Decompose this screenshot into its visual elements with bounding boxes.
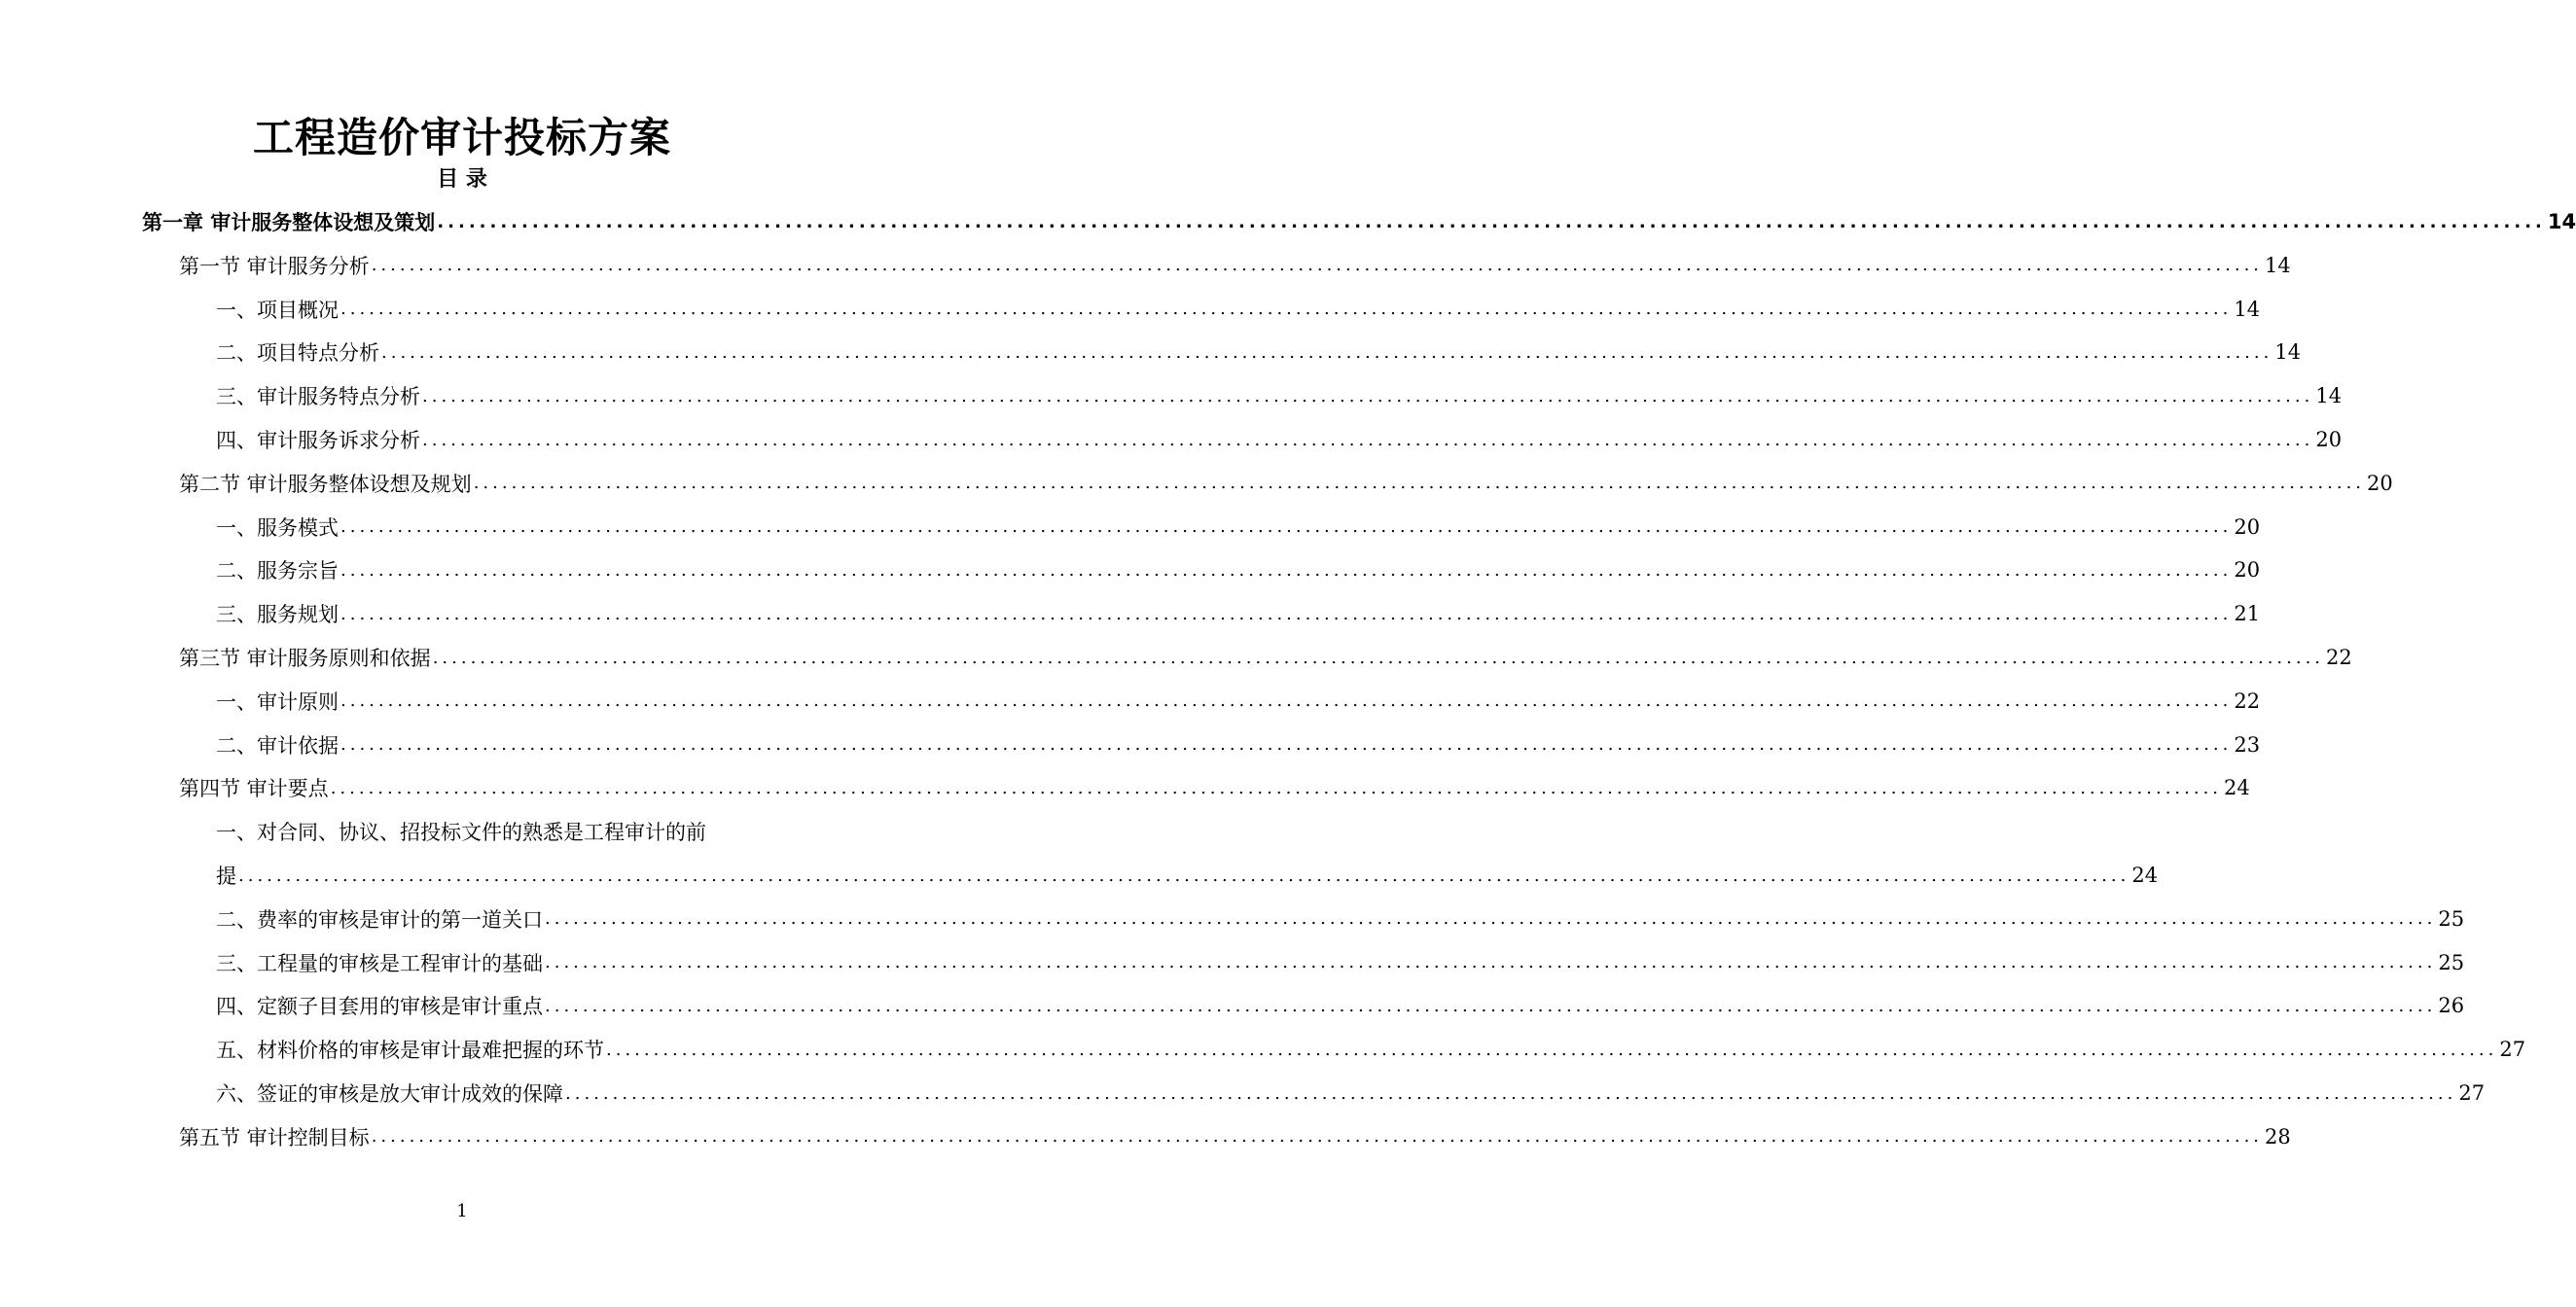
toc-entry-label: 三、审计服务特点分析	[216, 385, 420, 409]
toc-leader-dots: ........................................................................................................................................................................................................	[545, 952, 2437, 973]
toc-item-entry[interactable]	[216, 898, 2465, 940]
toc-entry-page: 23	[2234, 732, 2261, 757]
toc-entry-page: 22	[2326, 646, 2352, 669]
toc-entry-page: 26	[2438, 994, 2465, 1018]
toc-entry-page: 20	[2234, 558, 2261, 583]
toc-entry-label: 三、工程量的审核是工程审计的基础	[216, 951, 543, 975]
toc-entry-label: 六、签证的审核是放大审计成效的保障	[216, 1082, 563, 1106]
toc-section-entry[interactable]	[179, 1115, 2291, 1158]
toc-entry-label: 二、费率的审核是审计的第一道关口	[216, 907, 543, 932]
toc-leader-dots: ........................................................................................................................................................................................................	[238, 865, 2130, 886]
toc-entry-page: 27	[2499, 1038, 2526, 1062]
toc-item-entry[interactable]	[216, 941, 2465, 984]
toc-leader-dots: ........................................................................................................................................................................................................	[606, 1039, 2498, 1060]
toc-item-entry[interactable]	[216, 724, 2261, 766]
toc-item-entry[interactable]	[216, 1072, 2486, 1114]
toc-entry-page: 25	[2438, 950, 2465, 974]
toc-leader-dots: ........................................................................................................................................................................................................	[545, 995, 2437, 1016]
toc-entry-label: 四、定额子目套用的审核是审计重点	[216, 995, 543, 1019]
toc-entry-label: 五、材料价格的审核是审计最难把握的环节	[216, 1039, 604, 1063]
toc-leader-dots: ........................................................................................................................................................................................................	[340, 299, 2233, 320]
toc-item-entry[interactable]	[216, 680, 2261, 723]
toc-entry-label: 一、项目概况	[216, 298, 339, 322]
toc-leader-dots: ........................................................................................................................................................................................................	[340, 603, 2233, 624]
toc-chapter-entry[interactable]	[142, 200, 2576, 243]
toc-item-entry[interactable]	[216, 810, 784, 853]
toc-entry-label: 第一章 审计服务整体设想及策划	[142, 211, 436, 234]
toc-item-entry[interactable]	[216, 506, 2261, 548]
toc-entry-page: 14	[2315, 384, 2343, 408]
toc-item-entry[interactable]	[216, 984, 2465, 1027]
toc-leader-dots: ........................................................................................................................................................................................................	[340, 690, 2233, 712]
page-number: 1	[456, 1201, 468, 1221]
toc-entry-label: 二、项目特点分析	[216, 341, 379, 366]
toc-leader-dots: ........................................................................................................................................................................................................	[371, 1126, 2264, 1148]
toc-item-entry[interactable]	[216, 418, 2343, 461]
toc-section-entry[interactable]	[179, 244, 2291, 287]
toc-item-entry[interactable]	[216, 374, 2343, 417]
toc-entry-label: 一、对合同、协议、招投标文件的熟悉是工程审计的前	[216, 821, 706, 845]
toc-item-entry[interactable]	[216, 331, 2302, 373]
toc-leader-dots: ........................................................................................................................................................................................................	[437, 211, 2546, 232]
document-title: 工程造价审计投标方案	[252, 114, 671, 161]
toc-item-entry[interactable]	[216, 1028, 2526, 1071]
toc-entry-label: 三、服务规划	[216, 603, 339, 627]
toc-leader-dots: ........................................................................................................................................................................................................	[340, 516, 2233, 538]
toc-entry-page: 20	[2234, 514, 2261, 539]
toc-entry-label: 四、审计服务诉求分析	[216, 429, 420, 452]
toc-entry-page: 27	[2458, 1081, 2486, 1105]
toc-entry-page: 14	[2547, 210, 2576, 233]
toc-item-entry[interactable]	[216, 592, 2261, 635]
toc-heading: 目 录	[437, 167, 487, 192]
toc-entry-label: 二、服务宗旨	[216, 559, 339, 583]
toc-leader-dots: ........................................................................................................................................................................................................	[422, 429, 2314, 450]
toc-entry-label: 第三节 审计服务原则和依据	[179, 647, 431, 670]
toc-leader-dots: ........................................................................................................................................................................................................	[381, 341, 2273, 363]
toc-leader-dots: ........................................................................................................................................................................................................	[545, 908, 2437, 930]
toc-entry-label: 一、审计原则	[216, 689, 339, 714]
toc-entry-page: 22	[2234, 689, 2261, 713]
toc-section-entry[interactable]	[179, 636, 2352, 679]
toc-leader-dots: ........................................................................................................................................................................................................	[422, 385, 2314, 406]
toc-entry-page: 28	[2265, 1124, 2291, 1148]
toc-entry-page: 25	[2438, 906, 2465, 931]
toc-entry-label: 第二节 审计服务整体设想及规划	[179, 472, 472, 496]
toc-item-entry[interactable]	[216, 548, 2261, 591]
toc-section-entry[interactable]	[179, 766, 2250, 809]
toc-leader-dots: ........................................................................................................................................................................................................	[371, 255, 2264, 276]
toc-leader-dots: ........................................................................................................................................................................................................	[432, 647, 2325, 668]
toc-item-entry[interactable]	[216, 854, 2159, 897]
toc-leader-dots: ........................................................................................................................................................................................................	[330, 777, 2223, 798]
toc-entry-page: 14	[2274, 340, 2302, 365]
toc-entry-page: 20	[2315, 428, 2343, 451]
toc-leader-dots: ........................................................................................................................................................................................................	[473, 473, 2366, 494]
toc-entry-page: 24	[2224, 776, 2250, 800]
toc-entry-label: 一、服务模式	[216, 515, 339, 540]
toc-item-entry[interactable]	[216, 288, 2261, 331]
toc-entry-label: 第一节 审计服务分析	[179, 254, 370, 278]
toc-entry-page: 14	[2234, 297, 2261, 321]
toc-entry-label: 第四节 审计要点	[179, 777, 329, 801]
toc-entry-label: 第五节 审计控制目标	[179, 1125, 370, 1149]
toc-leader-dots: ........................................................................................................................................................................................................	[340, 559, 2233, 581]
toc-entry-label: 二、审计依据	[216, 733, 339, 758]
toc-leader-dots: ........................................................................................................................................................................................................	[565, 1082, 2457, 1104]
toc-entry-page: 14	[2265, 253, 2291, 277]
toc-entry-page: 24	[2131, 864, 2159, 887]
toc-entry-page: 21	[2234, 602, 2261, 626]
toc-entry-page: 20	[2367, 471, 2393, 495]
toc-leader-dots: ........................................................................................................................................................................................................	[340, 734, 2233, 756]
toc-section-entry[interactable]	[179, 462, 2393, 505]
toc-entry-label: 提	[216, 865, 236, 888]
